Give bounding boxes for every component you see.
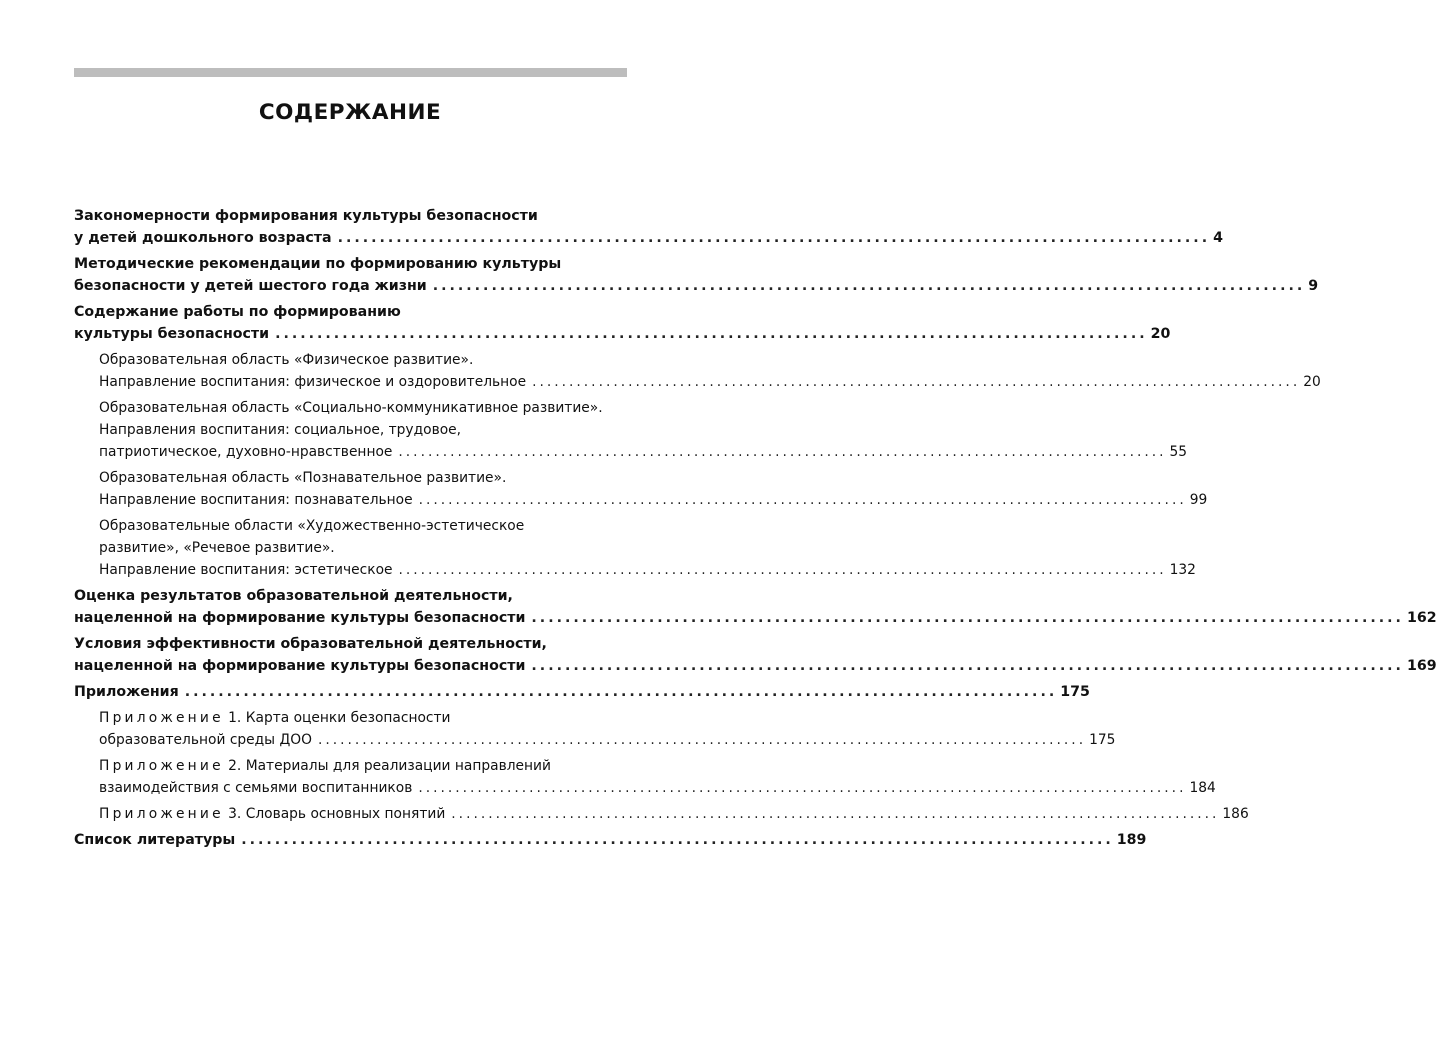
leader-dots: ........................................................................................................ xyxy=(184,684,1058,700)
toc-subentry[interactable] xyxy=(74,515,1196,581)
toc-subentry[interactable] xyxy=(74,349,1321,393)
leader-dots: ........................................................................................................ xyxy=(275,326,1148,342)
toc-entry-text: патриотическое, духовно-нравственное xyxy=(99,444,393,460)
page-number: 175 xyxy=(1060,684,1090,700)
toc-entry-text: Направление воспитания: познавательное xyxy=(99,492,413,508)
page-number: 162 xyxy=(1406,610,1437,626)
toc-subentry[interactable] xyxy=(74,803,1249,825)
leader-dots: ........................................................................................................ xyxy=(531,658,1404,674)
toc-entry-text: культуры безопасности xyxy=(74,326,270,342)
leader-dots: ........................................................................................................ xyxy=(241,832,1114,848)
toc-subentry[interactable] xyxy=(74,467,1208,511)
toc-entry[interactable] xyxy=(74,301,1171,345)
page-number: 20 xyxy=(1150,326,1171,342)
toc-entry-text: образовательной среды ДОО xyxy=(99,732,312,748)
top-rule xyxy=(74,68,627,77)
toc-entry-text: у детей дошкольного возраста xyxy=(74,230,332,246)
page-number: 99 xyxy=(1189,492,1208,508)
page-number: 132 xyxy=(1169,562,1196,578)
toc-entry-text: Закономерности формирования культуры безопасности xyxy=(74,208,538,224)
toc-subentry[interactable] xyxy=(74,397,1188,463)
toc-entry-text: Направление воспитания: физическое и оздоровительное xyxy=(99,374,527,390)
toc-subentry[interactable] xyxy=(74,755,1216,799)
toc-entry-text: взаимодействия с семьями воспитанников xyxy=(99,780,413,796)
appendix-prefix: Приложение xyxy=(99,758,224,774)
toc-entry-text: 2. Материалы для реализации направлений xyxy=(223,758,551,774)
page-number: 20 xyxy=(1303,374,1321,390)
leader-dots: ........................................................................................................ xyxy=(418,492,1187,508)
toc-subentry[interactable] xyxy=(74,707,1116,751)
appendix-prefix: Приложение xyxy=(99,806,224,822)
leader-dots: ........................................................................................................ xyxy=(532,374,1301,390)
toc-entry-text: 3. Словарь основных понятий xyxy=(223,806,446,822)
toc-entry[interactable] xyxy=(74,253,1319,297)
leader-dots: ........................................................................................................ xyxy=(398,444,1167,460)
leader-dots: ........................................................................................................ xyxy=(418,780,1187,796)
toc-entry-text: Образовательная область «Социально-коммуникативное развитие». xyxy=(99,400,603,416)
toc-entry-text: Список литературы xyxy=(74,832,236,848)
toc-entry-text: Методические рекомендации по формированию культуры xyxy=(74,256,562,272)
page-number: 175 xyxy=(1089,732,1116,748)
toc-entry[interactable] xyxy=(74,205,1223,249)
toc-entry-text: безопасности у детей шестого года жизни xyxy=(74,278,427,294)
toc-entry-text: Образовательная область «Познавательное развитие». xyxy=(99,470,507,486)
page-number: 4 xyxy=(1213,230,1223,246)
page-number: 9 xyxy=(1308,278,1319,294)
leader-dots: ........................................................................................................ xyxy=(531,610,1404,626)
toc-entry-text: Образовательная область «Физическое развитие». xyxy=(99,352,474,368)
leader-dots: ........................................................................................................ xyxy=(432,278,1306,294)
leader-dots: ........................................................................................................ xyxy=(337,230,1211,246)
appendix-prefix: Приложение xyxy=(99,710,224,726)
page-number: 55 xyxy=(1169,444,1188,460)
toc-entry-text: Условия эффективности образовательной деятельности, xyxy=(74,636,547,652)
leader-dots: ........................................................................................................ xyxy=(398,562,1167,578)
page-title: СОДЕРЖАНИЕ xyxy=(258,100,442,125)
toc-entry[interactable] xyxy=(74,681,1090,703)
page-number: 186 xyxy=(1222,806,1249,822)
table-of-contents xyxy=(74,205,1437,855)
toc-entry-text: Направления воспитания: социальное, трудовое, xyxy=(99,422,462,438)
page-number: 184 xyxy=(1189,780,1216,796)
toc-entry-text: нацеленной на формирование культуры безопасности xyxy=(74,610,526,626)
leader-dots: ........................................................................................................ xyxy=(317,732,1087,748)
toc-entry-text: развитие», «Речевое развитие». xyxy=(99,540,335,556)
toc-entry-text: Приложения xyxy=(74,684,179,700)
toc-entry-text: нацеленной на формирование культуры безопасности xyxy=(74,658,526,674)
page-number: 189 xyxy=(1116,832,1147,848)
leader-dots: ........................................................................................................ xyxy=(451,806,1220,822)
toc-entry[interactable] xyxy=(74,633,1437,677)
toc-entry-text: 1. Карта оценки безопасности xyxy=(223,710,451,726)
toc-entry-text: Образовательные области «Художественно-эстетическое xyxy=(99,518,525,534)
toc-entry[interactable] xyxy=(74,829,1147,851)
page-number: 169 xyxy=(1406,658,1437,674)
toc-entry-text: Содержание работы по формированию xyxy=(74,304,401,320)
toc-entry-text: Оценка результатов образовательной деятельности, xyxy=(74,588,513,604)
toc-entry-text: Направление воспитания: эстетическое xyxy=(99,562,393,578)
toc-entry[interactable] xyxy=(74,585,1437,629)
